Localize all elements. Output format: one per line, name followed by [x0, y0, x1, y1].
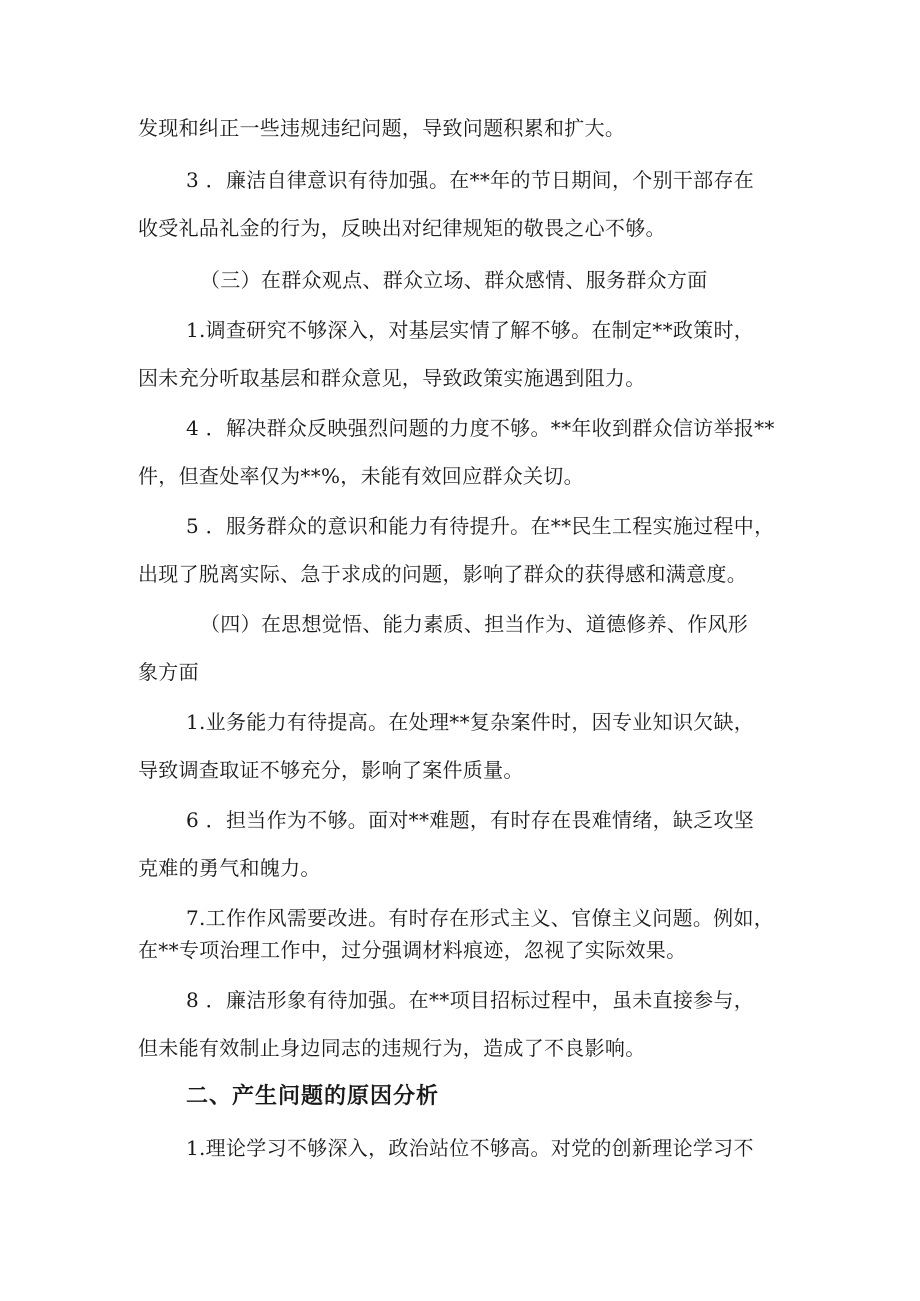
paragraph-line: 1.调查研究不够深入，对基层实情了解不够。在制定**政策时， [186, 318, 755, 342]
section-heading: 二、产生问题的原因分析 [186, 1084, 440, 1109]
paragraph-line: 因未充分听取基层和群众意见，导致政策实施遇到阻力。 [138, 366, 646, 390]
paragraph-line: 克难的勇气和魄力。 [138, 856, 321, 880]
paragraph-line: 收受礼品礼金的行为，反映出对纪律规矩的敬畏之心不够。 [138, 216, 666, 240]
paragraph-line: 8 ．廉洁形象有待加强。在**项目招标过程中，虽未直接参与， [186, 988, 755, 1012]
paragraph-line: 件，但查处率仅为**%，未能有效回应群众关切。 [138, 464, 584, 488]
paragraph-line: 6 ．担当作为不够。面对**难题，有时存在畏难情绪，缺乏攻坚 [186, 808, 755, 832]
section-subheading: 象方面 [138, 660, 199, 684]
section-subheading: （三）在群众观点、群众立场、群众感情、服务群众方面 [200, 268, 708, 292]
paragraph-line: 4 ．解决群众反映强烈问题的力度不够。**年收到群众信访举报** [186, 416, 775, 440]
paragraph-line: 在**专项治理工作中，过分强调材料痕迹，忽视了实际效果。 [138, 938, 687, 962]
paragraph-line: 发现和纠正一些违规违纪问题，导致问题积累和扩大。 [138, 116, 626, 140]
paragraph-line: 但未能有效制止身边同志的违规行为，造成了不良影响。 [138, 1036, 646, 1060]
section-subheading: （四）在思想觉悟、能力素质、担当作为、道德修养、作风形 [200, 612, 749, 636]
paragraph-line: 出现了脱离实际、急于求成的问题，影响了群众的获得感和满意度。 [138, 562, 747, 586]
paragraph-line: 导致调查取证不够充分，影响了案件质量。 [138, 758, 524, 782]
paragraph-line: 5 ．服务群众的意识和能力有待提升。在**民生工程实施过程中， [186, 514, 775, 538]
paragraph-line: 3 ．廉洁自律意识有待加强。在**年的节日期间，个别干部存在 [186, 168, 755, 192]
paragraph-line: 1.理论学习不够深入，政治站位不够高。对党的创新理论学习不 [186, 1136, 754, 1160]
paragraph-line: 7.工作作风需要改进。有时存在形式主义、官僚主义问题。例如， [186, 906, 775, 930]
paragraph-line: 1.业务能力有待提高。在处理**复杂案件时，因专业知识欠缺， [186, 710, 755, 734]
